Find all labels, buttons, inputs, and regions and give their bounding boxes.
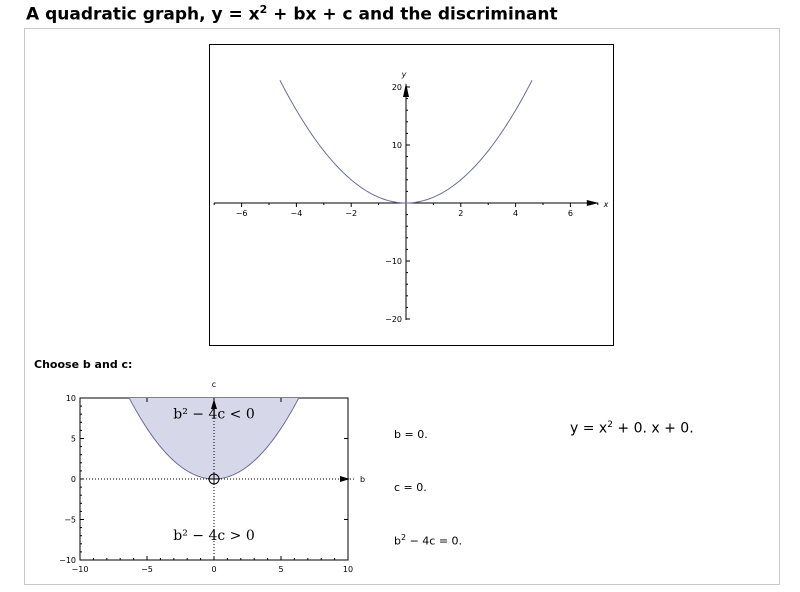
region-label-positive: b² − 4c > 0 [173, 527, 255, 544]
disc-rest: − 4c = 0. [406, 534, 463, 548]
x-tick-label: 2 [458, 209, 464, 218]
b-readout: b = 0. [394, 428, 428, 441]
b-tick-label: 10 [342, 565, 354, 574]
equation-lhs: y = x [570, 420, 608, 437]
x-tick-label: 6 [567, 209, 573, 218]
equation-rest: + 0. x + 0. [612, 420, 694, 437]
quadratic-graph [209, 44, 614, 346]
b-tick-label: 0 [211, 565, 217, 574]
y-tick-label: 20 [391, 83, 402, 92]
x-axis-label: x [603, 200, 609, 209]
x-tick-label: −2 [345, 209, 358, 218]
c-tick-label: 10 [65, 394, 76, 403]
bc-locator-pane[interactable] [52, 378, 366, 578]
b-tick-label: −10 [71, 565, 89, 574]
c-tick-label: 5 [70, 434, 76, 444]
y-tick-label: −10 [385, 257, 402, 266]
title-text: A quadratic graph, y = x [26, 4, 260, 25]
x-tick-label: 4 [513, 209, 519, 218]
disc-exponent: 2 [400, 533, 407, 542]
c-tick-label: −5 [64, 515, 76, 525]
b-tick-label: −5 [141, 565, 153, 574]
title-exponent: 2 [259, 3, 268, 16]
y-axis-arrow [403, 83, 409, 97]
equation-exponent: 2 [607, 420, 613, 430]
c-axis-label: c [211, 380, 217, 389]
c-readout: c = 0. [394, 481, 427, 494]
title-text-rest: + bx + c and the discriminant [267, 4, 558, 25]
x-tick-label: −6 [235, 209, 248, 218]
c-tick-label: −10 [59, 556, 76, 565]
discriminant-readout [394, 533, 462, 548]
y-tick-label: −20 [385, 315, 402, 324]
page-title [26, 3, 558, 25]
region-label-negative: b² − 4c < 0 [173, 406, 255, 423]
x-tick-label: −4 [290, 209, 303, 218]
choose-label: Choose b and c: [34, 358, 133, 371]
equation-display [570, 420, 694, 437]
quadratic-plot-svg [210, 45, 613, 345]
b-axis-label: b [360, 475, 366, 484]
c-tick-label: 0 [70, 475, 76, 484]
b-tick-label: 5 [278, 565, 284, 574]
y-axis-label: y [401, 70, 407, 79]
y-tick-label: 10 [391, 141, 402, 150]
disc-base: b [394, 534, 401, 548]
x-axis-arrow [587, 200, 599, 206]
